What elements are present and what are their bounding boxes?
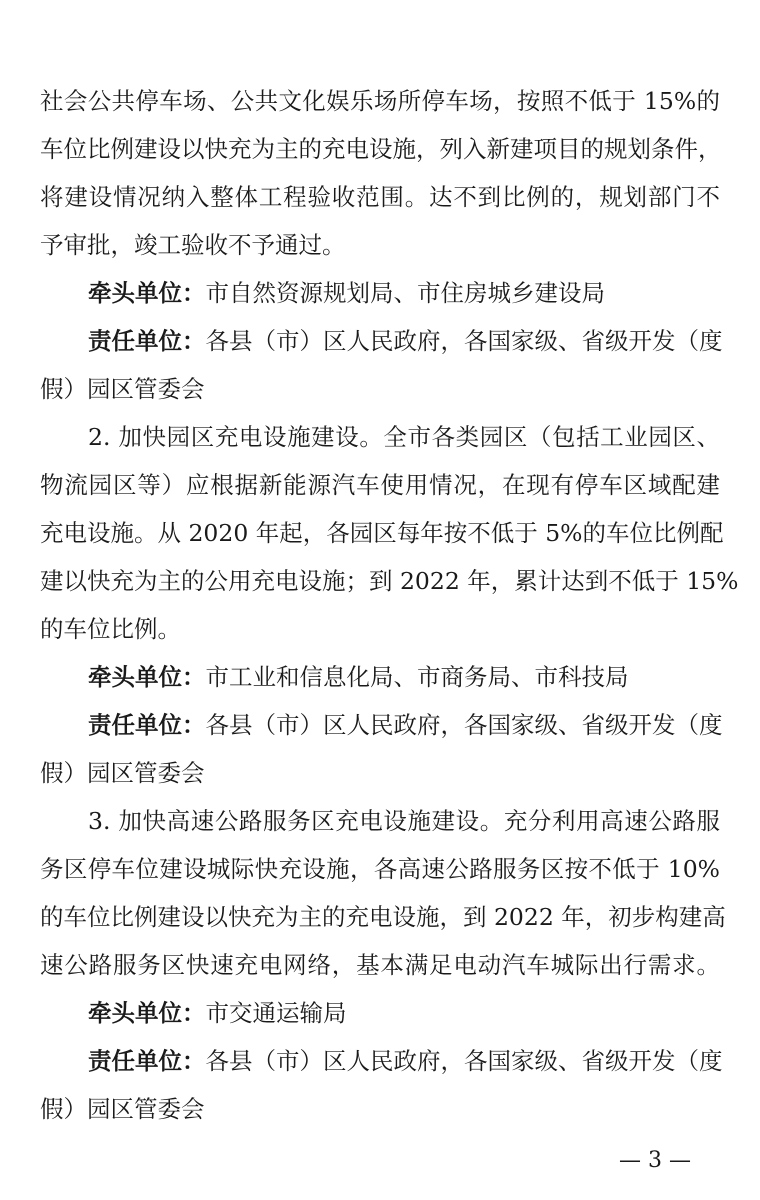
text-line xyxy=(40,221,720,269)
responsible-unit-text: 各县（市）区人民政府，各国家级、省级开发（度 xyxy=(205,1047,723,1075)
text-line xyxy=(40,557,739,605)
line-text: 的车位比例。 xyxy=(40,615,181,643)
responsible-unit-label: 责任单位： xyxy=(88,711,206,739)
text-line xyxy=(40,605,720,653)
text-line xyxy=(40,941,720,989)
lead-unit-text: 市交通运输局 xyxy=(205,999,347,1027)
text-line xyxy=(40,845,720,893)
line-text: 将建设情况纳入整体工程验收范围。达不到比例的，规划部门不 xyxy=(40,183,720,211)
text-line xyxy=(40,77,720,125)
section-heading-line xyxy=(88,797,720,845)
lead-unit-label: 牵头单位： xyxy=(88,663,206,691)
lead-unit-label: 牵头单位： xyxy=(88,999,206,1027)
text-line xyxy=(40,893,726,941)
page-number: — 3 — xyxy=(619,1148,691,1173)
lead-unit-text: 市工业和信息化局、市商务局、市科技局 xyxy=(205,663,629,691)
text-line xyxy=(40,365,720,413)
text-line xyxy=(40,509,724,557)
line-text: 车位比例建设以快充为主的充电设施，列入新建项目的规划条件， xyxy=(40,135,722,163)
responsible-unit-line xyxy=(88,1037,723,1085)
text-line xyxy=(40,461,720,509)
responsible-unit-line xyxy=(88,701,723,749)
line-text: 社会公共停车场、公共文化娱乐场所停车场，按照不低于 15%的 xyxy=(40,87,720,115)
line-text: 2. 加快园区充电设施建设。全市各类园区（包括工业园区、 xyxy=(88,423,720,451)
lead-unit-line xyxy=(88,269,720,317)
responsible-unit-line xyxy=(88,317,723,365)
line-text: 的车位比例建设以快充为主的充电设施，到 2022 年，初步构建高 xyxy=(40,903,726,931)
responsible-unit-text: 各县（市）区人民政府，各国家级、省级开发（度 xyxy=(205,711,723,739)
line-text: 假）园区管委会 xyxy=(40,375,205,403)
line-text: 速公路服务区快速充电网络，基本满足电动汽车城际出行需求。 xyxy=(40,951,720,979)
lead-unit-line xyxy=(88,653,720,701)
line-text: 假）园区管委会 xyxy=(40,1095,205,1123)
line-text: 务区停车位建设城际快充设施，各高速公路服务区按不低于 10% xyxy=(40,855,720,883)
responsible-unit-label: 责任单位： xyxy=(88,327,206,355)
line-text: 3. 加快高速公路服务区充电设施建设。充分利用高速公路服 xyxy=(88,807,720,835)
text-line xyxy=(40,125,720,173)
line-text: 建以快充为主的公用充电设施；到 2022 年，累计达到不低于 15% xyxy=(40,567,739,595)
line-text: 充电设施。从 2020 年起，各园区每年按不低于 5%的车位比例配 xyxy=(40,519,724,547)
text-line xyxy=(40,749,720,797)
text-line xyxy=(40,173,720,221)
line-text: 假）园区管委会 xyxy=(40,759,205,787)
lead-unit-line xyxy=(88,989,720,1037)
responsible-unit-label: 责任单位： xyxy=(88,1047,206,1075)
line-text: 予审批，竣工验收不予通过。 xyxy=(40,231,346,259)
lead-unit-label: 牵头单位： xyxy=(88,279,206,307)
responsible-unit-text: 各县（市）区人民政府，各国家级、省级开发（度 xyxy=(205,327,723,355)
line-text: 物流园区等）应根据新能源汽车使用情况，在现有停车区域配建 xyxy=(40,471,720,499)
lead-unit-text: 市自然资源规划局、市住房城乡建设局 xyxy=(205,279,605,307)
text-line xyxy=(40,1085,720,1133)
section-heading-line xyxy=(88,413,720,461)
